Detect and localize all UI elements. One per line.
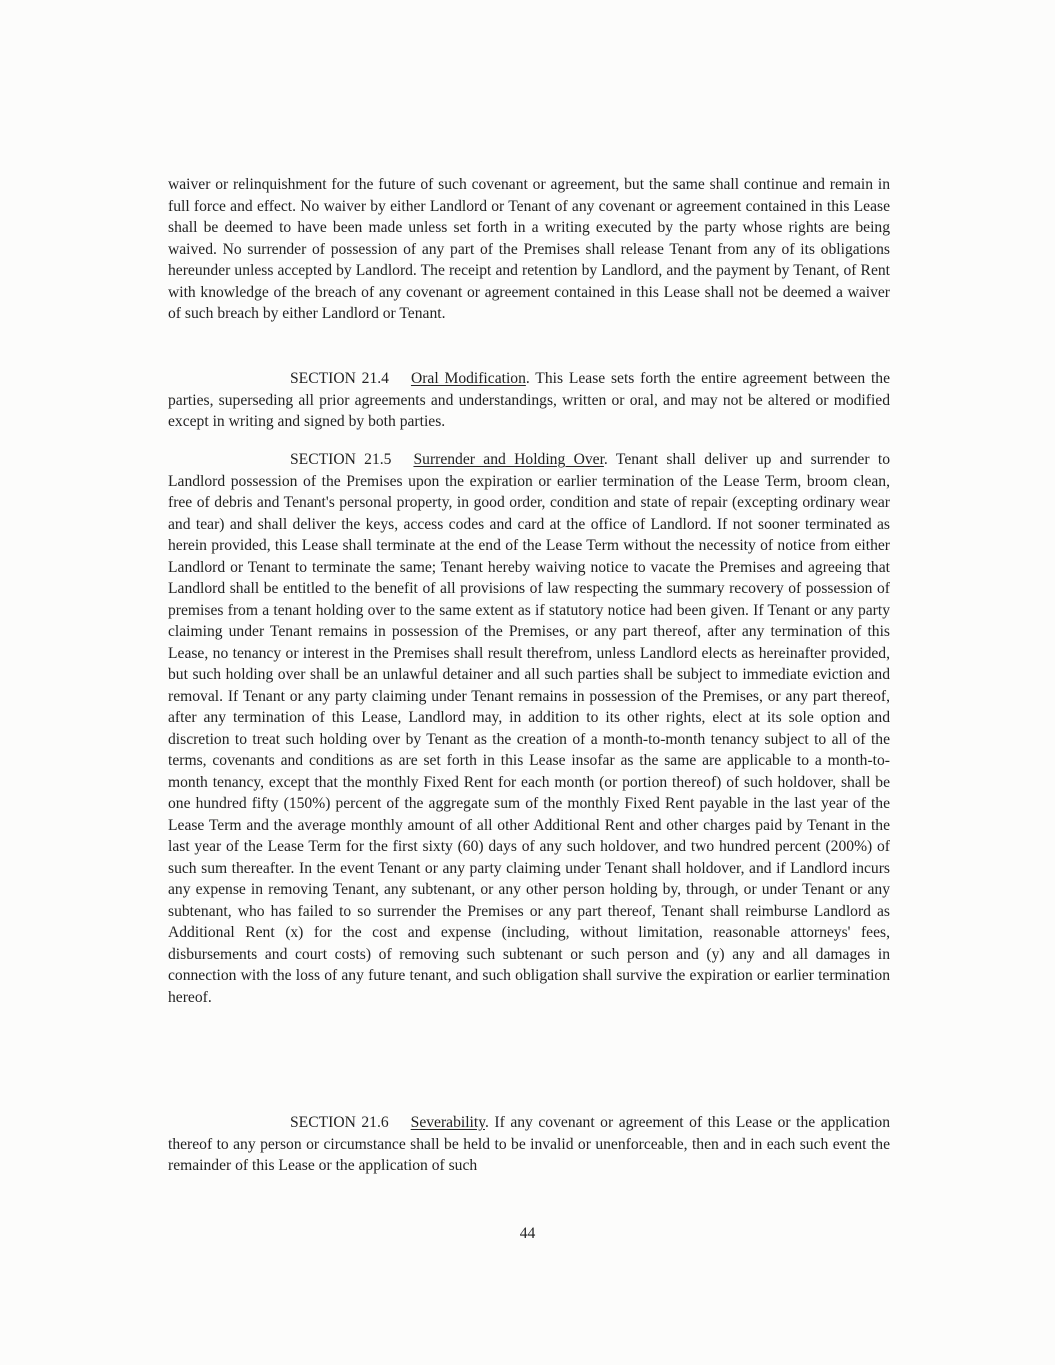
- section-title: Oral Modification: [410, 370, 526, 387]
- paragraph-text: waiver or relinquishment for the future of such covenant or agreement, but the same shall continue and remain in full force and effect. No waiver by either Landlord or Tenant of any covenant or agreement contained in this Lease shall be deemed to have been made unless set forth in a writing executed by the party whose rights are being waived. No surrender of possession of any part of the Premises shall release Tenant from any of its obligations hereunder unless accepted by Landlord. The receipt and retention by Landlord, and the payment by Tenant, of Rent with knowledge of the breach of any covenant or agreement contained in this Lease shall not be deemed a waiver of such breach by either Landlord or Tenant.: [168, 176, 890, 322]
- section-number: SECTION 21.5: [290, 451, 392, 468]
- section-title: Severability: [410, 1114, 485, 1131]
- section-title: Surrender and Holding Over: [413, 451, 604, 468]
- section-21-6: [168, 1112, 890, 1177]
- section-paragraph: [168, 368, 890, 433]
- section-number: SECTION 21.6: [290, 1114, 389, 1131]
- section-number: SECTION 21.4: [290, 370, 389, 387]
- section-body: . This Lease sets forth the entire agreement between the parties, superseding all prior agreements and understandings, written or oral, and may not be altered or modified except in writing and signed by both parties.: [168, 370, 890, 430]
- section-body: . If any covenant or agreement of this Lease or the application thereof to any person or circumstance shall be held to be invalid or unenforceable, then and in each such event the remainder of this Lease or the application of such: [168, 1114, 890, 1174]
- section-21-5: [168, 449, 890, 1008]
- paragraph-continuation: [168, 174, 890, 325]
- section-21-4: [168, 368, 890, 433]
- section-body: . Tenant shall deliver up and surrender to Landlord possession of the Premises upon the expiration or earlier termination of the Lease Term, broom clean, free of debris and Tenant's personal property, in good order, condition and state of repair (excepting ordinary wear and tear) and shall deliver the keys, access codes and card at the office of Landlord. If not sooner terminated as herein provided, this Lease shall terminate at the end of the Lease Term without the necessity of notice from either Landlord or Tenant to terminate the same; Tenant hereby waiving notice to vacate the Premises and agreeing that Landlord shall be entitled to the benefit of all provisions of law respecting the summary recovery of possession of premises from a tenant holding over to the same extent as if statutory notice had been given. If Tenant or any party claiming under Tenant remains in possession of the Premises, or any part thereof, after any termination of this Lease, no tenancy or interest in the Premises shall result therefrom, unless Landlord elects as hereinafter provided, but such holding over shall be an unlawful detainer and all such parties shall be subject to immediate eviction and removal. If Tenant or any party claiming under Tenant remains in possession of the Premises, or any part thereof, after any termination of this Lease, Landlord may, in addition to its other rights, elect at its sole option and discretion to treat such holding over by Tenant as the creation of a month-to-month tenancy subject to all of the terms, covenants and conditions as are set forth in this Lease insofar as the same are applicable to a month-to-month tenancy, except that the monthly Fixed Rent for each month (or portion thereof) of such holdover, shall be one hundred fifty (150%) percent of the aggregate sum of the monthly Fixed Rent payable in the last year of the Lease Term and the average monthly amount of all other Additional Rent and other charges paid by Tenant in the last year of the Lease Term for the first sixty (60) days of any such holdover, and two hundred percent (200%) of such sum thereafter. In the event Tenant or any party claiming under Tenant shall holdover, and if Landlord incurs any expense in removing Tenant, any subtenant, or any other person holding by, through, or under Tenant or any subtenant, who has failed to so surrender the Premises or any part thereof, Tenant shall reimburse Landlord as Additional Rent (x) for the cost and expense (including, without limitation, reasonable attorneys' fees, disbursements and court costs) of removing such subtenant or such person and (y) any and all damages in connection with the loss of any future tenant, and such obligation shall survive the expiration or earlier termination hereof.: [168, 451, 890, 1006]
- section-paragraph: [168, 449, 890, 1008]
- page-number: 44: [519, 1225, 536, 1242]
- section-paragraph: [168, 1112, 890, 1177]
